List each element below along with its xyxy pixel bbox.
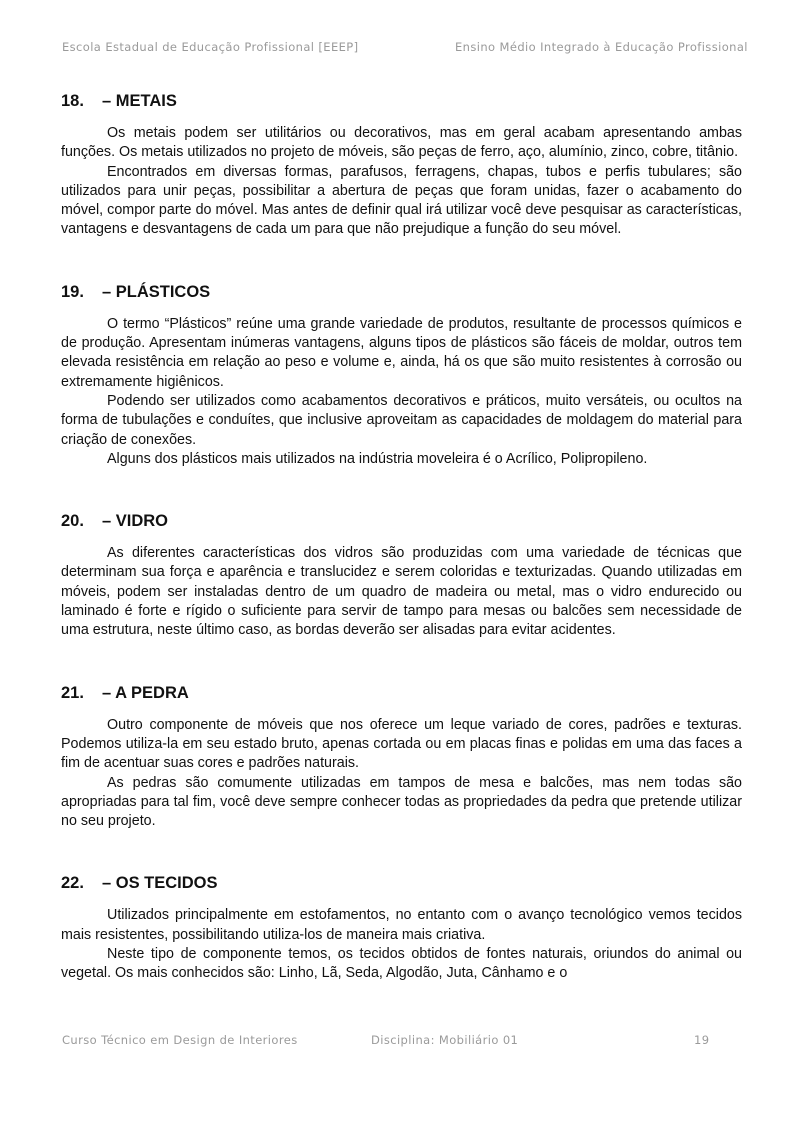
paragraph: As pedras são comumente utilizadas em tampos de mesa e balcões, mas nem todas são apropriadas para tal fim, você deve sempre conhecer todas as propriedades da pedra que pretende utilizar no seu projeto.	[61, 774, 742, 830]
paragraph: Neste tipo de componente temos, os tecidos obtidos de fontes naturais, oriundos do animal ou vegetal. Os mais conhecidos são: Linho, Lã, Seda, Algodão, Juta, Cânhamo e o	[61, 946, 742, 982]
section-tecidos	[61, 872, 742, 983]
page-number: 19	[694, 1033, 710, 1047]
section-heading	[61, 872, 742, 894]
section-title: – METAIS	[102, 92, 177, 110]
section-plasticos	[61, 281, 742, 469]
paragraph: Encontrados em diversas formas, parafusos, ferragens, chapas, tubos e perfis tubulares; são utilizados para unir peças, possibilitar a abertura de peças que foram unidas, fazer o acabamento do móvel, compor parte do móvel. Mas antes de definir qual irá utilizar você deve pesquisar as características, vantagens e desvantagens de cada um para que não prejudique a função do seu móvel.	[61, 163, 742, 238]
section-vidro	[61, 510, 742, 640]
section-number: 18.	[61, 92, 84, 110]
section-heading	[61, 281, 742, 303]
section-pedra	[61, 682, 742, 832]
section-metais	[61, 90, 742, 240]
paragraph: Os metais podem ser utilitários ou decorativos, mas em geral acabam apresentando ambas funções. Os metais utilizados no projeto de móveis, são peças de ferro, aço, alumínio, zinco, cobre, titânio.	[61, 125, 742, 161]
paragraph: Podendo ser utilizados como acabamentos decorativos e práticos, muito versáteis, ou ocultos na forma de tubulações e conduítes, que inclusive aproveitam as capacidades de moldagem do material para criação de conexões.	[61, 392, 742, 448]
section-number: 20.	[61, 512, 84, 531]
section-title: – PLÁSTICOS	[102, 282, 211, 301]
paragraph: Outro componente de móveis que nos oferece um leque variado de cores, padrões e texturas. Podemos utiliza-la em seu estado bruto, apenas cortada ou em placas finas e polidas em uma das faces a fim de acentuar suas cores e padrões naturais.	[61, 716, 742, 772]
paragraph: Utilizados principalmente em estofamentos, no entanto com o avanço tecnológico vemos tecidos mais resistentes, possibilitando utiliza-los de maneira mais criativa.	[61, 907, 742, 943]
section-number: 22.	[61, 874, 84, 893]
header-program: Ensino Médio Integrado à Educação Profissional	[455, 40, 748, 54]
section-number: 21.	[61, 683, 84, 702]
section-heading	[61, 510, 742, 532]
paragraph: As diferentes características dos vidros são produzidas com uma variedade de técnicas que determinam sua força e aparência e translucidez e serem coloridas e texturizadas. Quando utilizadas em móveis, podem ser instaladas dentro de um quadro de madeira ou metal, mas o vidro endurecido ou laminado é forte e rígido o suficiente para servir de tampo para mesas ou balcões sem necessidade de uma estrutura, neste último caso, as bordas deverão ser alisadas para evitar acidentes.	[61, 545, 742, 639]
page-content	[61, 90, 742, 984]
footer-course: Curso Técnico em Design de Interiores	[62, 1033, 298, 1047]
paragraph: Alguns dos plásticos mais utilizados na indústria moveleira é o Acrílico, Polipropileno.	[107, 450, 648, 467]
section-title: – VIDRO	[102, 512, 169, 531]
section-heading	[61, 90, 742, 112]
section-title: – OS TECIDOS	[102, 874, 218, 893]
footer-discipline: Disciplina: Mobiliário 01	[371, 1033, 519, 1047]
header-school: Escola Estadual de Educação Profissional [EEEP]	[62, 40, 359, 54]
section-title: – A PEDRA	[102, 683, 189, 702]
section-number: 19.	[61, 282, 84, 301]
section-heading	[61, 682, 742, 704]
paragraph: O termo “Plásticos” reúne uma grande variedade de produtos, resultante de processos químicos e de produção. Apresentam inúmeras vantagens, alguns tipos de plásticos são fáceis de moldar, outros tem elevada resistência em relação ao peso e volume e, ainda, há os que são muito resistentes à corrosão ou extremamente higiênicos.	[61, 315, 742, 390]
